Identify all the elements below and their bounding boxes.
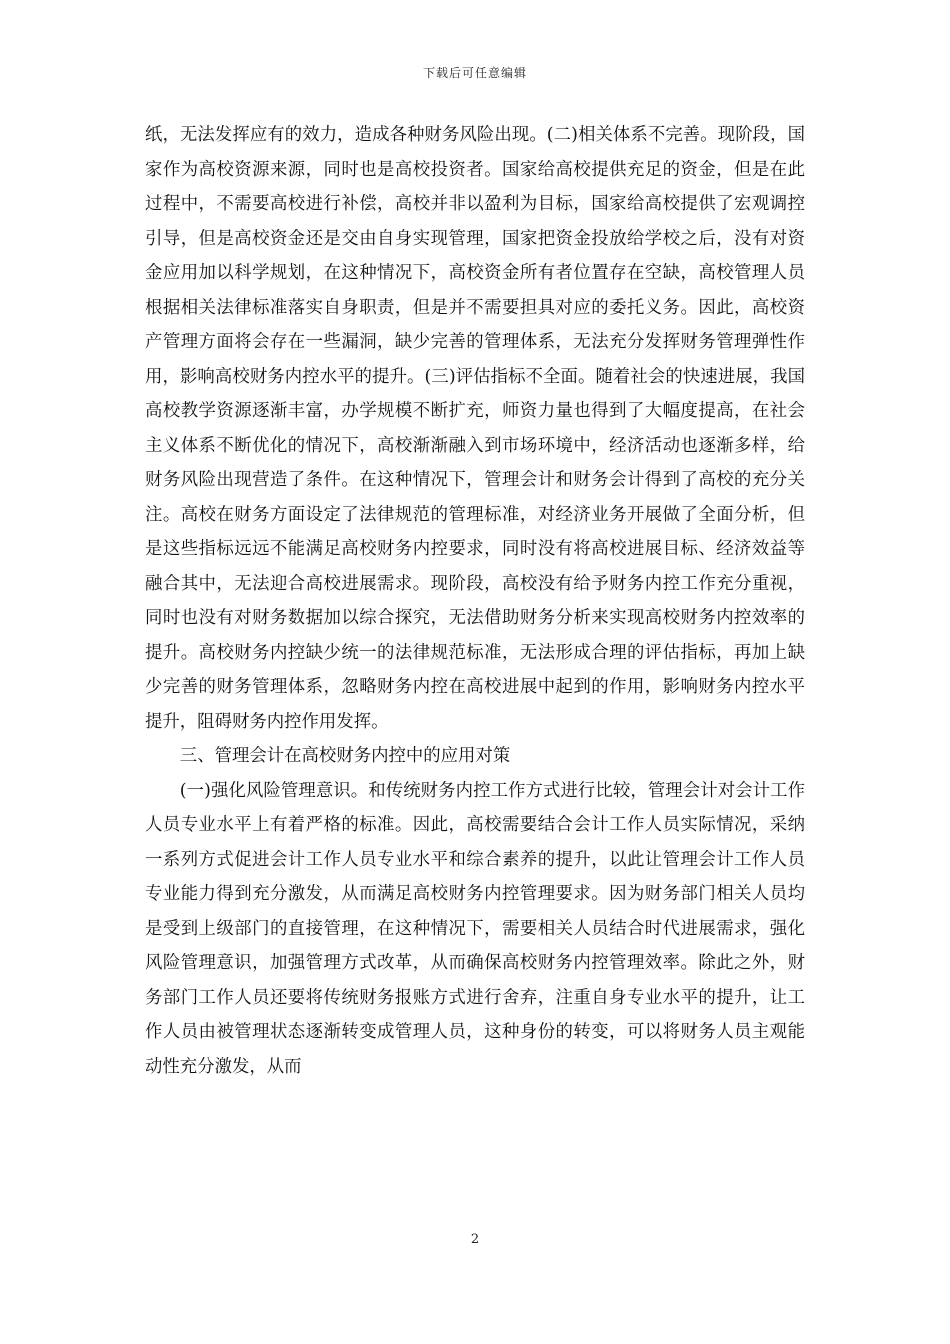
page-number: 2 [470,1232,480,1247]
paragraph-continuation: 纸，无法发挥应有的效力，造成各种财务风险出现。(二)相关体系不完善。现阶段，国家作为高校资源来源，同时也是高校投资者。国家给高校提供充足的资金，但是在此过程中，不需要高校进行补偿，高校并非以盈利为目标，国家给高校提供了宏观调控引导，但是高校资金还是交由自身实现管理，国家把资金投放给学校之后，没有对资金应用加以科学规划，在这种情况下，高校资金所有者位置存在空缺，高校管理人员根据相关法律标准落实自身职责，但是并不需要担具对应的委托义务。因此，高校资产管理方面将会存在一些漏洞，缺少完善的管理体系，无法充分发挥财务管理弹性作用，影响高校财务内控水平的提升。(三)评估指标不全面。随着社会的快速进展，我国高校教学资源逐渐丰富，办学规模不断扩充，师资力量也得到了大幅度提高，在社会主义体系不断优化的情况下，高校渐渐融入到市场环境中，经济活动也逐渐多样，给财务风险出现营造了条件。在这种情况下，管理会计和财务会计得到了高校的充分关注。高校在财务方面设定了法律规范的管理标准，对经济业务开展做了全面分析，但是这些指标远远不能满足高校财务内控要求，同时没有将高校进展目标、经济效益等融合其中，无法迎合高校进展需求。现阶段，高校没有给予财务内控工作充分重视，同时也没有对财务数据加以综合探究，无法借助财务分析来实现高校财务内控效率的提升。高校财务内控缺少统一的法律规范标准，无法形成合理的评估指标，再加上缺少完善的财务管理体系，忽略财务内控在高校进展中起到的作用，影响财务内控水平提升，阻碍财务内控作用发挥。 [145,125,805,732]
paragraph: (一)强化风险管理意识。和传统财务内控工作方式进行比较，管理会计对会计工作人员专业水平上有着严格的标准。因此，高校需要结合会计工作人员实际情况，采纳一系列方式促进会计工作人员专业水平和综合素养的提升，以此让管理会计工作人员专业能力得到充分激发，从而满足高校财务内控管理要求。因为财务部门相关人员均是受到上级部门的直接管理，在这种情况下，需要相关人员结合时代进展需求，强化风险管理意识，加强管理方式改革，从而确保高校财务内控管理效率。除此之外，财务部门工作人员还要将传统财务报账方式进行舍弃，注重自身专业水平的提升，让工作人员由被管理状态逐渐转变成管理人员，这种身份的转变，可以将财务人员主观能动性充分激发，从而 [145,780,805,1077]
page-header: 下载后可任意编辑 [422,66,527,80]
document-body [145,118,805,1084]
section-heading: 三、管理会计在高校财务内控中的应用对策 [179,746,511,766]
